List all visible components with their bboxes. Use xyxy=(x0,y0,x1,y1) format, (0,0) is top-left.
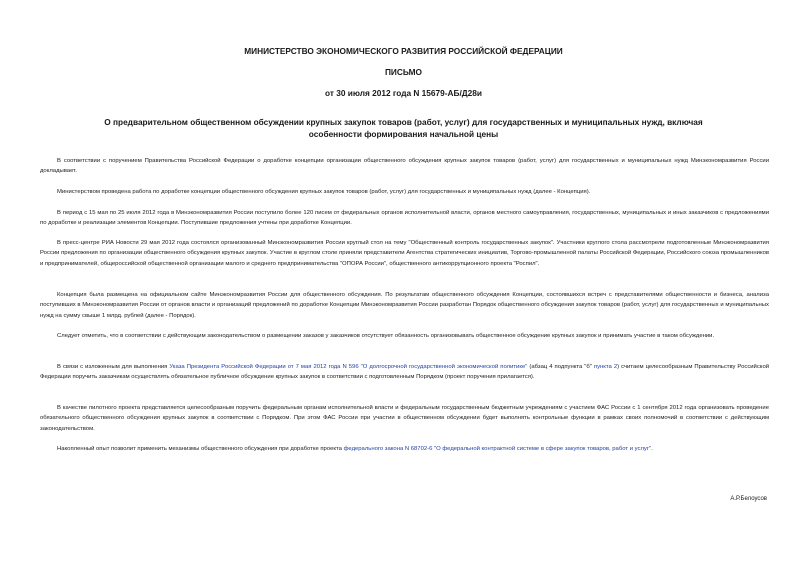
clause-2-link[interactable]: пункта 2 xyxy=(593,364,618,370)
document-date-number: от 30 июля 2012 года N 15679-АБ/Д28и xyxy=(324,88,483,98)
federal-law-68702-6-link[interactable]: федерального закона N 68702-6 "О федеральной контрактной системе в сфере закупок товаров, работ и услуг" xyxy=(343,446,652,452)
decree-596-link[interactable]: Указа Президента Российской Федерации от 7 мая 2012 года N 596 "О долгосрочной государственной экономической политике" xyxy=(169,364,528,370)
paragraph-9 xyxy=(40,444,769,454)
paragraph-1: В соответствии с поручением Правительства Российской Федерации о доработке концепции организации общественного обсуждения крупных закупок товаров (работ, услуг) для государственных и муниципальных нужд Минэкономразвития России докладывает. xyxy=(40,158,769,175)
ministry-heading: МИНИСТЕРСТВО ЭКОНОМИЧЕСКОГО РАЗВИТИЯ РОССИЙСКОЙ ФЕДЕРАЦИИ xyxy=(244,46,563,56)
paragraph-4: В пресс-центре РИА Новости 29 мая 2012 года состоялся организованный Минэкономразвития России круглый стол на тему "Общественный контроль государственных закупок". Участники круглого стола рассмотрели подготовленные Минэкономразвития России предложения по организации общественного обсуждения крупных закупок. Участие в круглом столе приняли представители Агентства стратегических инициатив, Торгово-промышленной палаты Российской Федерации, Российского союза промышленников и предпринимателей, общероссийской общественной организации малого и среднего предпринимательства "ОПОРА России", общественного антикоррупционного проекта "Роспил". xyxy=(40,240,769,267)
signature: А.Р.Белоусов xyxy=(730,496,767,502)
paragraph-9-text-a: Накопленный опыт позволит применить механизмы общественного обсуждения при доработке проекта xyxy=(57,446,344,452)
paragraph-7 xyxy=(40,362,769,383)
paragraph-6: Следует отметить, что в соответствии с действующим законодательством о размещении заказов у заказчиков отсутствует обязанность организовывать общественное обсуждение крупных закупок и принимать участие в таком обсуждении. xyxy=(57,333,715,339)
document-type: ПИСЬМО xyxy=(384,67,423,77)
paragraph-7-text-a: В связи с изложенным для выполнения xyxy=(57,364,170,370)
paragraph-7-text-b: (абзац 4 подпункта "б" xyxy=(527,364,594,370)
paragraph-7-text-c: ) считаем целесообразным Правительству Российской Федерации поручить заказчикам осуществлять обязательное публичное обсуждение крупных закупок в соответствии с подготовленным Порядком (проект поручения прилагается). xyxy=(40,364,770,381)
paragraph-8: В качестве пилотного проекта представляется целесообразным поручить федеральным органам исполнительной власти и федеральным государственным бюджетным учреждениям с участием ФАС России с 1 сентября 2012 года организовать проведение обязательного общественного обсуждения крупных закупок в соответствии с Порядком. При этом ФАС России при участии в общественном обсуждении будет выполнять контрольные функции в рамках своих полномочий в соответствии с действующим законодательством. xyxy=(40,405,769,432)
paragraph-5: Концепция была размещена на официальном сайте Минэкономразвития России для общественного обсуждения. По результатам общественного обсуждения Концепции, состоявшихся встреч с представителями общественности и бизнеса, анализа поступивших в Минэкономразвития России от органов власти и организаций предложений по доработке Концепции Минэкономразвития России разработан Порядок общественного обсуждения закупок товаров (работ, услуг) для государственных и муниципальных нужд на сумму свыше 1 млрд. рублей (далее - Порядок). xyxy=(40,292,769,319)
paragraph-2: Министерством проведена работа по доработке концепции общественного обсуждения крупных закупок товаров (работ, услуг) для государственных и муниципальных нужд (далее - Концепция). xyxy=(57,189,591,195)
paragraph-9-text-b: . xyxy=(651,446,653,452)
paragraph-3: В период с 15 мая по 25 июля 2012 года в Минэкономразвития России поступило более 120 писем от федеральных органов исполнительной власти, органов местного самоуправления, государственных, муниципальных и иных заказчиков с предложениями по доработке и реализации элементов Концепции. Поступившие предложения учтены при доработке Концепции. xyxy=(40,210,769,227)
document-title: О предварительном общественном обсуждении крупных закупок товаров (работ, услуг) для государственных и муниципальных нужд, включая особенности формирования начальной цены xyxy=(104,117,703,139)
